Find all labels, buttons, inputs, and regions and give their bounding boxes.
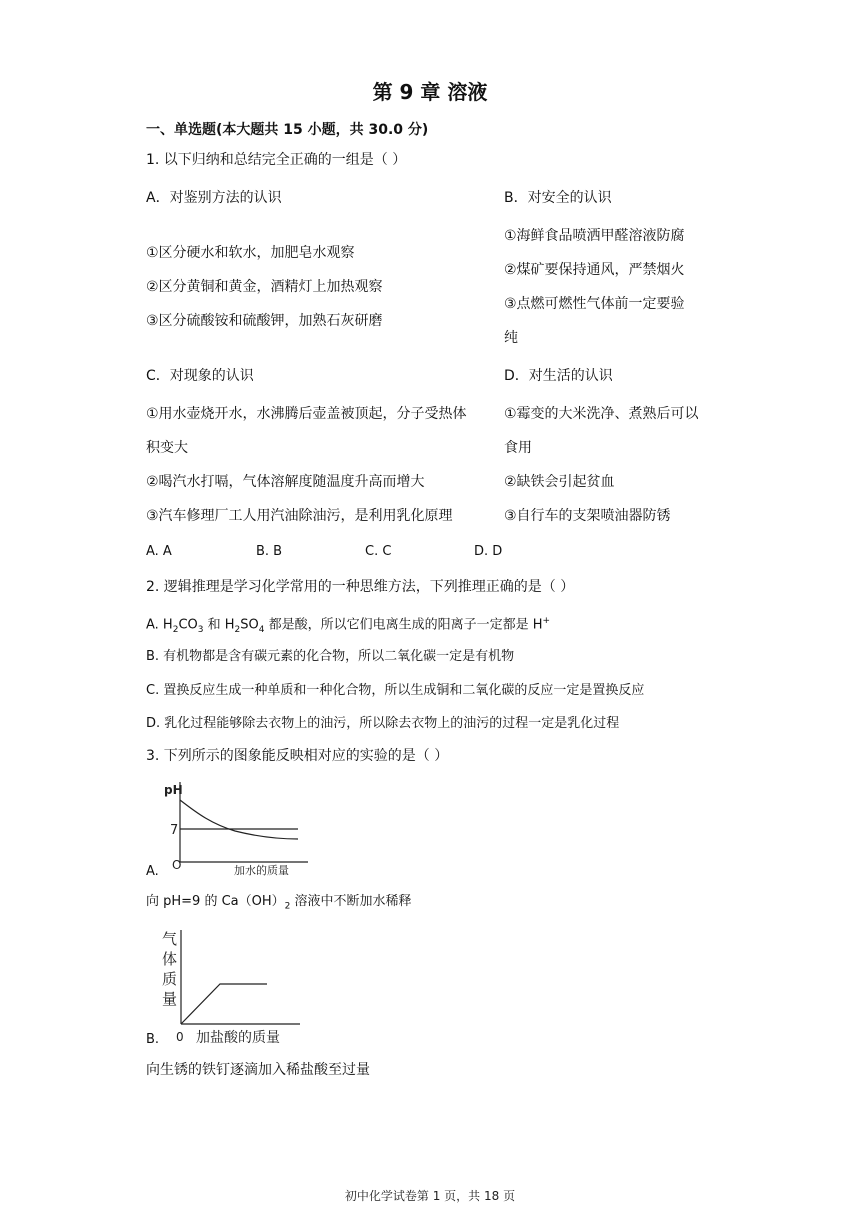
question-2-stem: 2. 逻辑推理是学习化学常用的一种思维方法，下列推理正确的是（ ） (146, 579, 575, 595)
q1-box-c-heading: C．对现象的认识 (146, 368, 254, 384)
q3-option-b-caption: 向生锈的铁钉逐滴加入稀盐酸至过量 (146, 1062, 370, 1078)
q3-option-a-letter[interactable]: A. (146, 864, 159, 879)
page-title: 第 9 章 溶液 (372, 80, 488, 104)
q2-option-a[interactable]: A. $H_2CO_3$ 和 $H_2SO_4$ 都是酸，所以它们电离生成的阳离子一定都是 H+ (146, 616, 551, 635)
q1-box-b-item-2: ②煤矿要保持通风，严禁烟火 (504, 262, 685, 278)
q3-option-b-letter[interactable]: B. (146, 1032, 160, 1047)
q1-box-a-item-2: ②区分黄铜和黄金，酒精灯上加热观察 (146, 279, 383, 295)
q2-option-c[interactable]: C. 置换反应生成一种单质和一种化合物，所以生成铜和二氧化碳的反应一定是置换反应 (146, 683, 645, 698)
q1-option-a[interactable]: A. A (146, 544, 172, 559)
page-footer: 初中化学试卷第 1 页，共 18 页 (344, 1189, 516, 1203)
q1-box-a-heading: A．对鉴别方法的认识 (146, 190, 282, 206)
q1-box-b-item-3: ③点燃可燃性气体前一定要验 (504, 296, 685, 312)
q1-box-d-heading: D．对生活的认识 (504, 368, 613, 384)
q1-box-c-item-1: ①用水壶烧开水，水沸腾后壶盖被顶起，分子受热体 (146, 406, 467, 422)
question-3-stem: 3. 下列所示的图象能反映相对应的实验的是（ ） (146, 748, 449, 764)
q3-option-a-caption: 向 pH=9 的 $Ca(OH)_2$ 溶液中不断加水稀释 (146, 894, 412, 912)
y-axis-label-char-4: 量 (162, 990, 178, 1008)
x-axis-label: 加水的质量 (234, 864, 289, 876)
section-heading: 一、单选题(本大题共 15 小题，共 30.0 分) (146, 122, 429, 138)
q1-option-d[interactable]: D. D (474, 544, 503, 559)
q1-box-b-item-1: ①海鲜食品喷洒甲醛溶液防腐 (504, 228, 685, 244)
q1-box-d-item-3: ③自行车的支架喷油器防锈 (504, 508, 671, 524)
q1-box-d-item-2: ②缺铁会引起贫血 (504, 474, 615, 490)
q1-box-c-item-2: ②喝汽水打嗝，气体溶解度随温度升高而增大 (146, 474, 425, 490)
y-axis-label-char-1: 气 (162, 930, 178, 948)
q3-graph-a (150, 776, 320, 876)
q1-box-d-item-1: ①霉变的大米洗净、煮熟后可以 (504, 406, 699, 422)
question-1-stem: 1. 以下归纳和总结完全正确的一组是（ ） (146, 152, 407, 168)
ph-curve (180, 800, 298, 839)
q1-box-b-heading: B．对安全的认识 (504, 190, 612, 206)
gas-mass-line (181, 984, 267, 1024)
q1-option-c[interactable]: C. C (365, 544, 392, 559)
y-axis-label-char-3: 质 (162, 970, 178, 988)
q1-box-d-item-1-cont: 食用 (504, 440, 532, 456)
q3-graph-b (150, 924, 320, 1054)
y-axis-label-char-2: 体 (162, 950, 178, 968)
origin-label: 0 (176, 1030, 184, 1044)
origin-label: O (172, 858, 182, 872)
q1-box-c-item-3: ③汽车修理厂工人用汽油除油污，是利用乳化原理 (146, 508, 453, 524)
x-axis-label: 加盐酸的质量 (196, 1030, 280, 1046)
tick-label-7: 7 (170, 823, 179, 838)
q1-box-a-item-1: ①区分硬水和软水，加肥皂水观察 (146, 245, 355, 261)
q2-option-b[interactable]: B. 有机物都是含有碳元素的化合物，所以二氧化碳一定是有机物 (146, 649, 515, 664)
q1-box-a-item-3: ③区分硫酸铵和硫酸钾，加熟石灰研磨 (146, 313, 383, 329)
q1-option-b[interactable]: B. B (256, 544, 283, 559)
q1-box-c-item-1-cont: 积变大 (146, 440, 188, 456)
q2-option-d[interactable]: D. 乳化过程能够除去衣物上的油污，所以除去衣物上的油污的过程一定是乳化过程 (146, 716, 620, 731)
q1-box-b-item-3-cont: 纯 (504, 330, 518, 346)
y-axis-label: pH (164, 783, 183, 797)
